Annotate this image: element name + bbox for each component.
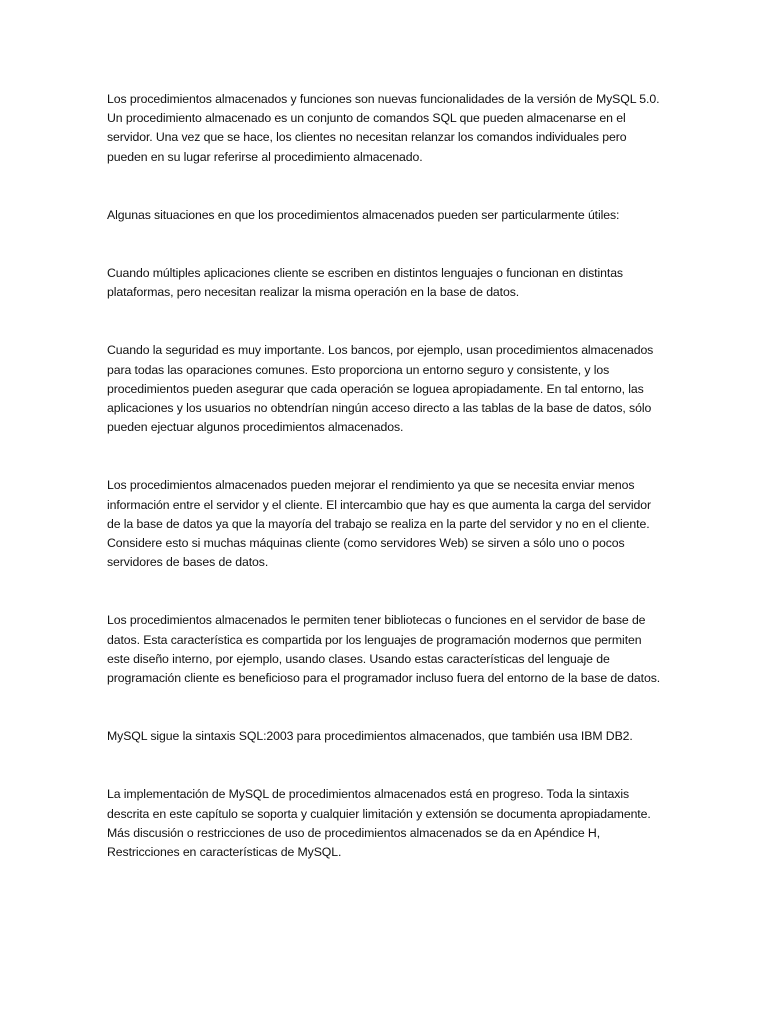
document-body [107, 90, 663, 862]
paragraph-libraries: Los procedimientos almacenados le permiten tener bibliotecas o funciones en el servidor de base de datos. Esta característica es compartida por los lenguajes de programación modernos que permiten este diseño interno, por ejemplo, usando clases. Usando estas características del lenguaje de programación cliente es beneficioso para el programador incluso fuera del entorno de la base de datos. [107, 613, 661, 686]
paragraph-security: Cuando la seguridad es muy importante. Los bancos, por ejemplo, usan procedimientos almacenados para todas las oparaciones comunes. Esto proporciona un entorno seguro y consistente, y los procedimientos pueden asegurar que cada operación se loguea apropiadamente. En tal entorno, las aplicaciones y los usuarios no obtendrían ningún acceso directo a las tablas de la base de datos, sólo pueden ejectuar algunos procedimientos almacenados. [107, 343, 654, 435]
paragraph-intro: Los procedimientos almacenados y funciones son nuevas funcionalidades de la versión de MySQL 5.0. Un procedimiento almacenado es un conjunto de comandos SQL que pueden almacenarse en el servidor. Una vez que se hace, los clientes no necesitan relanzar los comandos individuales pero pueden en su lugar referirse al procedimiento almacenado. [107, 92, 660, 164]
paragraph-situations-intro: Algunas situaciones en que los procedimientos almacenados pueden ser particularmente útiles: [107, 207, 620, 222]
paragraph-performance: Los procedimientos almacenados pueden mejorar el rendimiento ya que se necesita enviar menos información entre el servidor y el cliente. El intercambio que hay es que aumenta la carga del servidor de la base de datos ya que la mayoría del trabajo se realiza en la parte del servidor y no en el cliente. Considere esto si muchas máquinas cliente (como servidores Web) se sirven a sólo uno o pocos servidores de bases de datos. [107, 478, 652, 570]
paragraph-implementation: La implementación de MySQL de procedimientos almacenados está en progreso. Toda la sintaxis descrita en este capítulo se soporta y cualquier limitación y extensión se documenta apropiadamente. Más discusión o restricciones de uso de procedimientos almacenados se da en Apéndice H, Restricciones en características de MySQL. [107, 787, 651, 860]
paragraph-multiple-clients: Cuando múltiples aplicaciones cliente se escriben en distintos lenguajes o funcionan en distintas plataformas, pero necesitan realizar la misma operación en la base de datos. [107, 266, 623, 300]
paragraph-syntax-standard: MySQL sigue la sintaxis SQL:2003 para procedimientos almacenados, que también usa IBM DB2. [107, 729, 633, 744]
